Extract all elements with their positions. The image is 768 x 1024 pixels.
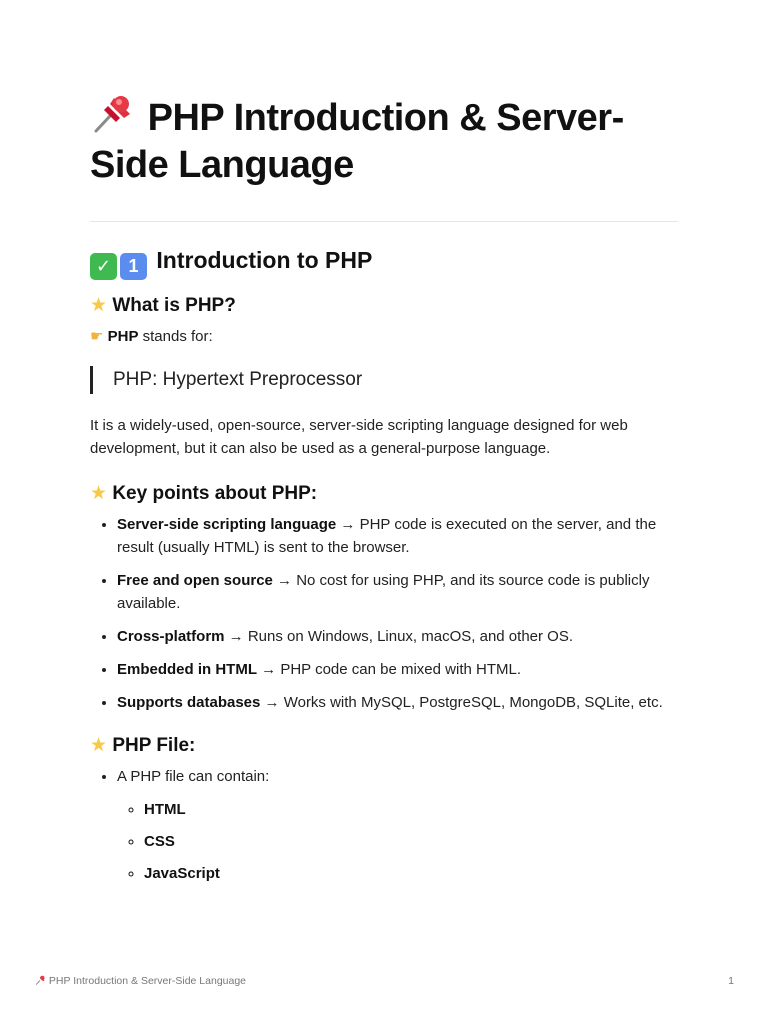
list-item-html: ◦ HTML — [144, 798, 678, 821]
subheading-text: What is PHP? — [112, 295, 236, 316]
check-mark-button-icon: ✓ — [90, 253, 117, 280]
title-text: PHP Introduction & Server-Side Language — [90, 97, 624, 186]
glowing-star-icon: ★ — [90, 734, 108, 756]
list-item-css: ◦ CSS — [144, 830, 678, 853]
list-item — [117, 765, 678, 885]
list-item-term: Free and open source — [117, 572, 273, 589]
php-file-contents-list — [117, 798, 678, 885]
list-item-text: → PHP code can be mixed with HTML. — [257, 661, 521, 678]
list-item-text: → No cost for using PHP, and its source code is publicly available. — [117, 572, 650, 612]
glowing-star-icon: ★ — [90, 482, 108, 504]
key-points-list — [90, 513, 678, 714]
list-item-text: → Works with MySQL, PostgreSQL, MongoDB, SQLite, etc. — [260, 694, 663, 711]
subheading-key-points — [90, 480, 678, 507]
quote-text: PHP: Hypertext Preprocessor — [113, 369, 363, 390]
list-item-term: Supports databases — [117, 694, 261, 711]
list-item-javascript: ◦ JavaScript — [144, 862, 678, 885]
stands-for-line — [90, 325, 678, 348]
list-item-text: A PHP file can contain: — [117, 768, 270, 785]
php-file-list — [90, 765, 678, 885]
list-item — [117, 569, 678, 615]
php-description: It is a widely-used, open-source, server-side scripting language designed for web development, but it can also be used as a general-purpose language. — [90, 417, 628, 457]
list-item-term: Embedded in HTML — [117, 661, 257, 678]
list-item — [117, 513, 678, 559]
glowing-star-icon: ★ — [90, 294, 108, 316]
subheading-php-file — [90, 732, 678, 759]
footer-title-text: PHP Introduction & Server-Side Language — [48, 975, 247, 987]
list-item-text: → Runs on Windows, Linux, macOS, and other OS. — [224, 628, 574, 645]
page-number: 1 — [728, 975, 734, 987]
list-item-text: → PHP code is executed on the server, and the result (usually HTML) is sent to the browser. — [117, 516, 657, 556]
section-heading-introduction — [90, 244, 678, 280]
stands-for-text: stands for: — [138, 328, 213, 345]
list-item-term: Server-side scripting language — [117, 516, 337, 533]
subheading-what-is-php — [90, 292, 678, 319]
divider — [90, 221, 678, 222]
list-item — [117, 625, 678, 648]
list-item-term: Cross-platform — [117, 628, 225, 645]
pushpin-icon — [90, 95, 148, 139]
list-item — [117, 691, 678, 714]
section-heading-text: Introduction to PHP — [156, 247, 373, 273]
subheading-text: Key points about PHP: — [112, 483, 318, 504]
pushpin-icon — [35, 975, 49, 987]
blockquote — [90, 366, 678, 394]
keycap-1-icon: 1 — [120, 253, 147, 280]
subheading-text: PHP File: — [112, 735, 196, 756]
php-bold: PHP — [107, 328, 139, 345]
page-title — [90, 92, 678, 189]
document-page — [90, 92, 678, 895]
pointing-hand-icon: ☛ — [90, 327, 104, 345]
page-footer — [35, 975, 734, 987]
footer-title — [35, 975, 246, 987]
list-item — [117, 658, 678, 681]
